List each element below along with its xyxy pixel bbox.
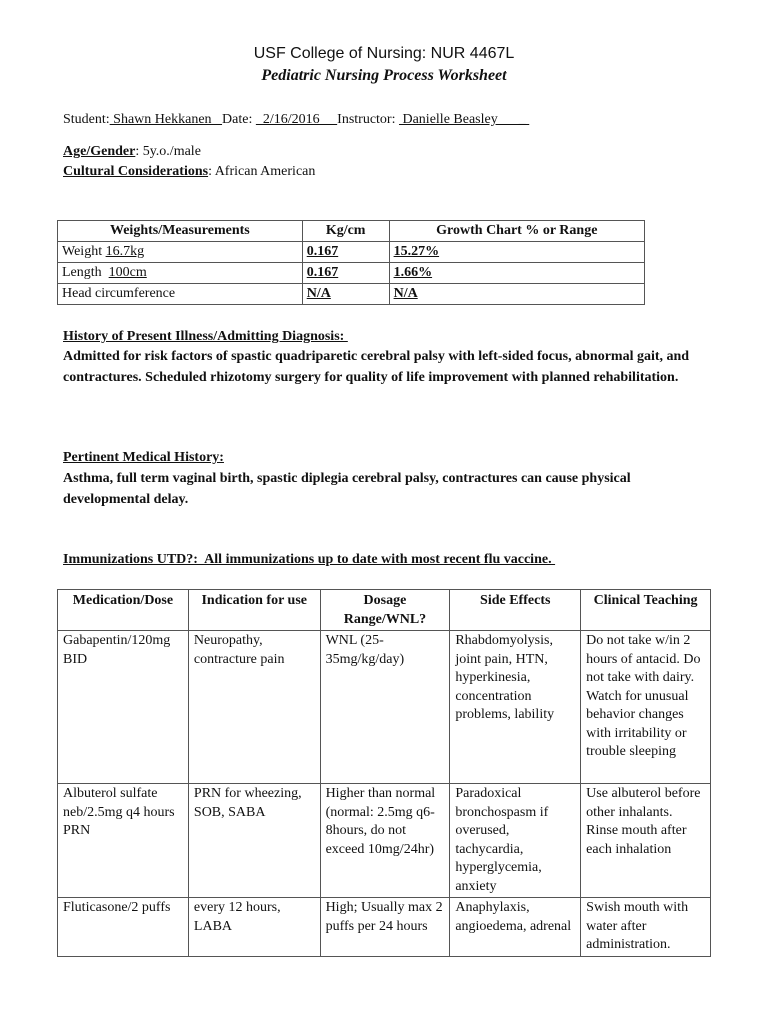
- date-value: 2/16/2016: [255, 112, 338, 127]
- teaching-cell: Use albuterol before other inhalants. Rinse mouth after each inhalation: [581, 784, 711, 898]
- length-label: Length: [62, 265, 109, 280]
- student-name: Shawn Hekkanen: [109, 112, 223, 127]
- med-cell: Albuterol sulfate neb/2.5mg q4 hours PRN: [58, 784, 189, 898]
- cultural-line: [63, 164, 315, 180]
- student-line: [63, 112, 529, 128]
- side-effects-header: Side Effects: [450, 590, 581, 631]
- length-cell: [58, 263, 303, 284]
- weights-header: Weights/Measurements: [58, 221, 303, 242]
- document-title: USF College of Nursing: NUR 4467L: [253, 45, 515, 62]
- medication-header-row: [58, 590, 711, 631]
- table-row: [58, 631, 711, 784]
- med-dose-header: Medication/Dose: [58, 590, 189, 631]
- teaching-cell: Swish mouth with water after administration.: [581, 898, 711, 957]
- head-growth: N/A: [389, 284, 644, 305]
- table-row: [58, 284, 645, 305]
- weight-cell: [58, 242, 303, 263]
- hpi-heading: History of Present Illness/Admitting Diagnosis:: [63, 329, 348, 344]
- age-gender-value: : 5y.o./male: [135, 144, 201, 159]
- instructor-name: Danielle Beasley _: [398, 112, 530, 127]
- med-cell: Fluticasone/2 puffs: [58, 898, 189, 957]
- table-row: [58, 242, 645, 263]
- kgcm-header: Kg/cm: [302, 221, 389, 242]
- indication-cell: every 12 hours, LABA: [188, 898, 320, 957]
- length-kgcm: 0.167: [302, 263, 389, 284]
- clinical-teaching-header: Clinical Teaching: [581, 590, 711, 631]
- head-circumference-cell: [58, 284, 303, 305]
- medication-table: [57, 589, 711, 957]
- side-effects-cell: Paradoxical bronchospasm if overused, tachycardia, hyperglycemia, anxiety: [450, 784, 581, 898]
- dosage-cell: High; Usually max 2 puffs per 24 hours: [320, 898, 450, 957]
- pmh-heading: Pertinent Medical History:: [63, 450, 224, 465]
- dosage-cell: Higher than normal (normal: 2.5mg q6-8hours, do not exceed 10mg/24hr): [320, 784, 450, 898]
- weight-growth: 15.27%: [389, 242, 644, 263]
- length-growth: 1.66%: [389, 263, 644, 284]
- growth-header: Growth Chart % or Range: [389, 221, 644, 242]
- age-gender-line: [63, 144, 201, 160]
- head-circumference-label: Head circumference: [62, 286, 176, 301]
- table-row: [58, 263, 645, 284]
- weight-kgcm: 0.167: [302, 242, 389, 263]
- date-label: Date:: [222, 112, 253, 127]
- hpi-text: Admitted for risk factors of spastic quadriparetic cerebral palsy with left-sided focus, abnormal gait, and contractures. Scheduled rhizotomy surgery for quality of life improvement with planned rehabilitation.: [63, 349, 690, 385]
- side-effects-cell: Anaphylaxis, angioedema, adrenal: [450, 898, 581, 957]
- table-row: [58, 898, 711, 957]
- dosage-header: Dosage Range/WNL?: [320, 590, 450, 631]
- student-label: Student:: [63, 112, 110, 127]
- pmh-text: Asthma, full term vaginal birth, spastic diplegia cerebral palsy, contractures can cause physical developmental delay.: [63, 471, 631, 507]
- indication-cell: PRN for wheezing, SOB, SABA: [188, 784, 320, 898]
- side-effects-cell: Rhabdomyolysis, joint pain, HTN, hyperkinesia, concentration problems, lability: [450, 631, 581, 784]
- table-row: [58, 784, 711, 898]
- cultural-label: Cultural Considerations: [63, 164, 209, 179]
- instructor-label: Instructor:: [337, 112, 396, 127]
- weights-table: [57, 220, 645, 305]
- length-value: 100cm: [108, 265, 147, 280]
- indication-header: Indication for use: [188, 590, 320, 631]
- head-kgcm: N/A: [302, 284, 389, 305]
- weights-header-row: [58, 221, 645, 242]
- weight-value: 16.7kg: [105, 244, 145, 259]
- teaching-cell: Do not take w/in 2 hours of antacid. Do not take with dairy. Watch for unusual behavior changes with irritability or trouble sleeping: [581, 631, 711, 784]
- cultural-value: : African American: [208, 164, 316, 179]
- indication-cell: Neuropathy, contracture pain: [188, 631, 320, 784]
- weight-label: Weight: [62, 244, 106, 259]
- age-gender-label: Age/Gender: [63, 144, 136, 159]
- document-subtitle: Pediatric Nursing Process Worksheet: [261, 67, 507, 84]
- dosage-cell: WNL (25-35mg/kg/day): [320, 631, 450, 784]
- med-cell: Gabapentin/120mg BID: [58, 631, 189, 784]
- immunizations-line: Immunizations UTD?: All immunizations up to date with most recent flu vaccine.: [63, 552, 556, 567]
